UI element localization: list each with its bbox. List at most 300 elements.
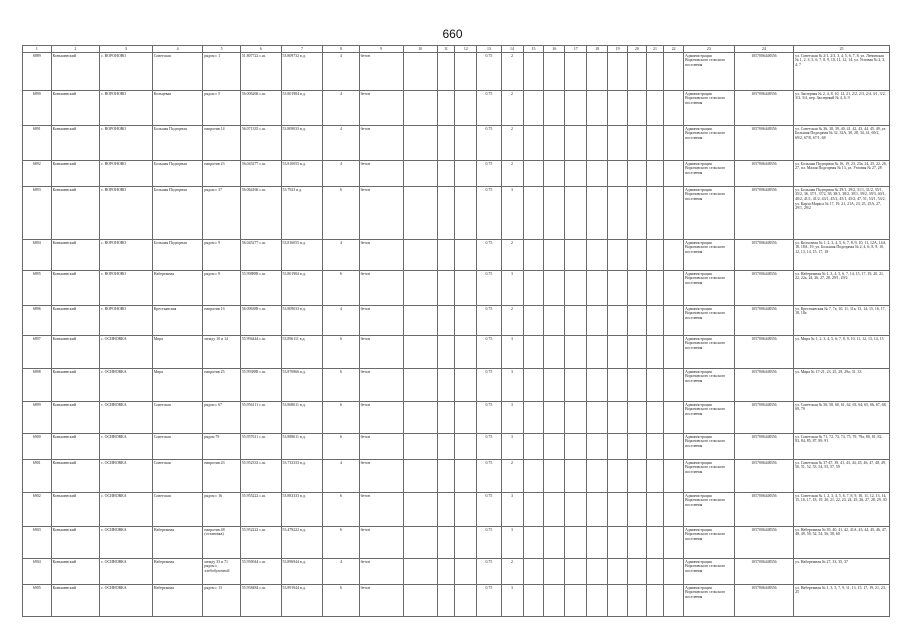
empty-cell — [523, 161, 544, 187]
ogrn: 1057006448356 — [734, 187, 793, 240]
empty-cell — [664, 306, 684, 336]
empty-cell — [455, 493, 477, 527]
empty-cell — [565, 240, 587, 271]
empty-cell — [587, 306, 608, 336]
empty-cell — [664, 434, 684, 460]
empty-cell — [627, 161, 646, 187]
column-number: 4 — [152, 46, 203, 53]
district: Конышевский — [51, 369, 99, 402]
empty-cell — [544, 126, 565, 161]
empty-cell — [664, 493, 684, 527]
served-addresses: ул. Заозерная № 2, 4, 8, 10, 12, 21, 2/2, 2/3, 2/4, 3/1, 3/2, 3/3, 3/4, пер. Заозерный № 4, 6, 9 — [794, 91, 890, 126]
area: 0.75 — [477, 585, 501, 617]
village: с. ОСИНОВКА — [100, 493, 153, 527]
empty-cell — [608, 271, 628, 306]
container-count: 4 — [323, 559, 359, 585]
village: с. ОСИНОВКА — [100, 402, 153, 434]
empty-cell — [455, 306, 477, 336]
empty-cell — [627, 527, 646, 559]
village: с. ОСИНОВКА — [100, 369, 153, 402]
area: 0.75 — [477, 460, 501, 493]
row-id: 6891 — [23, 126, 52, 161]
ogrn: 1057006448356 — [734, 240, 793, 271]
empty-cell — [587, 126, 608, 161]
row-id: 6904 — [23, 559, 52, 585]
empty-cell — [437, 369, 455, 402]
district: Конышевский — [51, 460, 99, 493]
empty-cell — [627, 559, 646, 585]
surface: бетон — [359, 460, 403, 493]
area: 0.75 — [477, 240, 501, 271]
empty-cell — [437, 126, 455, 161]
empty-cell — [565, 527, 587, 559]
empty-cell — [627, 91, 646, 126]
empty-cell — [437, 585, 455, 617]
empty-cell — [587, 240, 608, 271]
empty-cell — [523, 271, 544, 306]
surface: бетон — [359, 527, 403, 559]
empty-cell — [544, 559, 565, 585]
longitude: 53.891944 в.д. — [281, 585, 323, 617]
ogrn: 1057006448356 — [734, 460, 793, 493]
empty-cell — [646, 460, 664, 493]
surface: бетон — [359, 559, 403, 585]
area: 0.75 — [477, 187, 501, 240]
empty-cell — [565, 402, 587, 434]
empty-cell — [664, 187, 684, 240]
street: Большая Подгорная — [152, 126, 203, 161]
container-count: 4 — [323, 306, 359, 336]
row-id: 6900 — [23, 434, 52, 460]
table-row — [23, 336, 890, 369]
served-addresses: ул. Набережная № 1, 3, 4, 5, 6, 7, 14, 15, 17, 19, 20, 21, 22, 22а, 24, 26, 27, 28, 29/1, 29/2 — [794, 271, 890, 306]
column-number: 3 — [100, 46, 153, 53]
empty-cell — [627, 369, 646, 402]
area: 0.75 — [477, 527, 501, 559]
latitude: 55.993888 с.ш. — [240, 369, 281, 402]
empty-cell — [587, 53, 608, 91]
empty-cell — [627, 336, 646, 369]
longitude: 53.801984 в.д. — [281, 271, 323, 306]
row-id: 6892 — [23, 161, 52, 187]
empty-cell — [664, 53, 684, 91]
empty-cell — [403, 161, 437, 187]
column-number: 23 — [684, 46, 735, 53]
street: Советская — [152, 402, 203, 434]
column-number: 9 — [359, 46, 403, 53]
empty-cell — [664, 271, 684, 306]
street: Набережная — [152, 559, 203, 585]
owner: Администрация Вороновского сельского поселения — [684, 585, 735, 617]
district: Конышевский — [51, 434, 99, 460]
empty-cell — [627, 460, 646, 493]
served-addresses: ул. Мира № 17-21, 23, 25, 29, 29а, 31, 33 — [794, 369, 890, 402]
surface: бетон — [359, 91, 403, 126]
empty-cell — [565, 53, 587, 91]
area: 0.75 — [477, 493, 501, 527]
area: 0.75 — [477, 306, 501, 336]
container-count: 4 — [323, 91, 359, 126]
area: 0.75 — [477, 91, 501, 126]
empty-cell — [587, 402, 608, 434]
empty-cell — [437, 161, 455, 187]
empty-cell — [587, 187, 608, 240]
row-id: 6894 — [23, 240, 52, 271]
count: 3 — [501, 402, 523, 434]
empty-cell — [627, 187, 646, 240]
village: с. ВОРОНОВО — [100, 240, 153, 271]
district: Конышевский — [51, 306, 99, 336]
empty-cell — [587, 271, 608, 306]
empty-cell — [646, 187, 664, 240]
container-count: 4 — [323, 240, 359, 271]
street: Советская — [152, 53, 203, 91]
empty-cell — [544, 336, 565, 369]
empty-cell — [565, 187, 587, 240]
area: 0.75 — [477, 271, 501, 306]
empty-cell — [544, 187, 565, 240]
longitude: 53.7923 в.д. — [281, 187, 323, 240]
empty-cell — [664, 527, 684, 559]
surface: бетон — [359, 126, 403, 161]
location: между 33 и 71 рядом с хлебобулочной — [203, 559, 240, 585]
area: 0.75 — [477, 434, 501, 460]
empty-cell — [664, 559, 684, 585]
column-number: 10 — [403, 46, 437, 53]
ogrn: 1057006448356 — [734, 336, 793, 369]
empty-cell — [646, 240, 664, 271]
empty-cell — [587, 585, 608, 617]
empty-cell — [544, 402, 565, 434]
row-id: 6897 — [23, 336, 52, 369]
count: 3 — [501, 369, 523, 402]
count: 2 — [501, 559, 523, 585]
empty-cell — [544, 585, 565, 617]
empty-cell — [403, 460, 437, 493]
empty-cell — [403, 493, 437, 527]
village: с. ОСИНОВКА — [100, 336, 153, 369]
empty-cell — [523, 126, 544, 161]
empty-cell — [403, 434, 437, 460]
surface: бетон — [359, 369, 403, 402]
latitude: 55.958484 с.ш. — [240, 585, 281, 617]
surface: бетон — [359, 240, 403, 271]
empty-cell — [523, 585, 544, 617]
district: Конышевский — [51, 559, 99, 585]
empty-cell — [403, 91, 437, 126]
table-row — [23, 271, 890, 306]
location: рядом с 37 — [203, 187, 240, 240]
row-id: 6896 — [23, 306, 52, 336]
empty-cell — [403, 527, 437, 559]
empty-cell — [664, 369, 684, 402]
street: Мира — [152, 369, 203, 402]
empty-cell — [455, 53, 477, 91]
table-row — [23, 240, 890, 271]
empty-cell — [565, 336, 587, 369]
latitude: 56.096388 с.ш. — [240, 306, 281, 336]
table-row — [23, 187, 890, 240]
empty-cell — [403, 187, 437, 240]
served-addresses: ул. Большая Подгорная № 29/1, 29/2, 31/1, 31/2, 35/1, 35/2, 36, 37/1, 37/2, 38, 38/1, 38/2, 39/1, 39/2, 39/3, 40/1, 40/2, 41/1, 41/2, 43/1, 45/2, 45/1, 45/2, 47, 51, 53/1, 53/2, ул. Карла Маркса № 17, 19, 21, 21А, 23, 25, 25А, 27, 29/1, 29/2 — [794, 187, 890, 240]
column-number: 11 — [437, 46, 455, 53]
served-addresses: ул. Большая Подгорная № 16, 19, 23, 23а, 24, 25, 22, 26, 27, пл. Малая Подгорная № 13, ул. Угловая № 27, 28 — [794, 161, 890, 187]
empty-cell — [608, 306, 628, 336]
served-addresses: ул. Мира № 1, 2, 3, 4, 5, 6, 7, 8, 9, 10, 11, 12, 13, 14, 15 — [794, 336, 890, 369]
owner: Администрация Вороновского сельского поселения — [684, 336, 735, 369]
empty-cell — [523, 402, 544, 434]
empty-cell — [646, 271, 664, 306]
latitude: 55.998888 с.ш. — [240, 271, 281, 306]
table-row — [23, 161, 890, 187]
empty-cell — [544, 369, 565, 402]
empty-cell — [608, 527, 628, 559]
location: рядом с 67 — [203, 402, 240, 434]
village: с. ВОРОНОВО — [100, 53, 153, 91]
surface: бетон — [359, 53, 403, 91]
container-count: 4 — [323, 126, 359, 161]
empty-cell — [646, 402, 664, 434]
served-addresses: ул. Советская № 37-47, 39, 41, 43, 44, 45, 46, 47, 48, 49, 50, 51, 52, 53, 54, 55, 57, 59 — [794, 460, 890, 493]
empty-cell — [627, 53, 646, 91]
empty-cell — [664, 240, 684, 271]
owner: Администрация Вороновского сельского поселения — [684, 187, 735, 240]
village: с. ОСИНОВКА — [100, 434, 153, 460]
served-addresses: ул. Советская № 71, 72, 73, 74, 75, 79, 79а, 80, 81, 82, 83, 84, 85, 87, 89, 91 — [794, 434, 890, 460]
table-row — [23, 434, 890, 460]
empty-cell — [646, 306, 664, 336]
served-addresses: ул. Советская № 36, 38, 39, 40, 41, 42, 43, 44, 45, 49, ул. Большая Подгорная № 32, 32А, 30, 28, 34, 41, 69/2, 69/2, 67/8, 67/1, 68 — [794, 126, 890, 161]
empty-cell — [455, 434, 477, 460]
column-number: 12 — [455, 46, 477, 53]
village: с. ВОРОНОВО — [100, 187, 153, 240]
latitude: 55.952222 с.ш. — [240, 527, 281, 559]
district: Конышевский — [51, 402, 99, 434]
longitude: 53.896944 в.д. — [281, 559, 323, 585]
area: 0.75 — [477, 402, 501, 434]
latitude: 56.045277 с.ш. — [240, 240, 281, 271]
count: 2 — [501, 91, 523, 126]
empty-cell — [608, 336, 628, 369]
empty-cell — [544, 161, 565, 187]
empty-cell — [664, 585, 684, 617]
surface: бетон — [359, 336, 403, 369]
empty-cell — [403, 369, 437, 402]
count: 3 — [501, 527, 523, 559]
longitude: 53.868611 в.д. — [281, 402, 323, 434]
empty-cell — [523, 559, 544, 585]
district: Конышевский — [51, 53, 99, 91]
ogrn: 1057006448356 — [734, 161, 793, 187]
empty-cell — [455, 126, 477, 161]
empty-cell — [455, 460, 477, 493]
empty-cell — [627, 585, 646, 617]
latitude: 55.956111 с.ш. — [240, 402, 281, 434]
empty-cell — [565, 271, 587, 306]
row-id: 6890 — [23, 91, 52, 126]
longitude: 53.809732 в.д. — [281, 53, 323, 91]
count: 3 — [501, 336, 523, 369]
empty-cell — [646, 126, 664, 161]
empty-cell — [608, 369, 628, 402]
container-count: 6 — [323, 369, 359, 402]
district: Конышевский — [51, 527, 99, 559]
ogrn: 1057006448356 — [734, 434, 793, 460]
container-count: 6 — [323, 493, 359, 527]
empty-cell — [437, 527, 455, 559]
ogrn: 1057006448356 — [734, 91, 793, 126]
district: Конышевский — [51, 161, 99, 187]
row-id: 6901 — [23, 460, 52, 493]
empty-cell — [608, 460, 628, 493]
empty-cell — [544, 434, 565, 460]
village: с. ВОРОНОВО — [100, 306, 153, 336]
ogrn: 1057006448356 — [734, 585, 793, 617]
street: Большая Подгорная — [152, 187, 203, 240]
empty-cell — [437, 402, 455, 434]
count: 2 — [501, 53, 523, 91]
column-number: 17 — [565, 46, 587, 53]
longitude: 53.816055 в.д. — [281, 240, 323, 271]
empty-cell — [523, 369, 544, 402]
empty-cell — [646, 91, 664, 126]
district: Конышевский — [51, 336, 99, 369]
village: с. ВОРОНОВО — [100, 126, 153, 161]
row-id: 6899 — [23, 402, 52, 434]
empty-cell — [403, 402, 437, 434]
empty-cell — [587, 460, 608, 493]
owner: Администрация Вороновского сельского поселения — [684, 369, 735, 402]
row-id: 6898 — [23, 369, 52, 402]
table-row — [23, 585, 890, 617]
served-addresses: ул. Колхозная № 1, 2, 3, 4, 5, 6, 7, 8, 9, 10, 11, 12А, 14А, 18, 18А, 19, ул. Большая Подгорная № 2, 4, 6, 8, 9, 10, 12, 13, 14, 15, 17, 18 — [794, 240, 890, 271]
row-id: 6902 — [23, 493, 52, 527]
longitude: 53.733333 в.д. — [281, 460, 323, 493]
owner: Администрация Вороновского сельского поселения — [684, 161, 735, 187]
column-number: 25 — [794, 46, 890, 53]
empty-cell — [565, 126, 587, 161]
latitude: 56.045277 с.ш. — [240, 161, 281, 187]
empty-cell — [608, 126, 628, 161]
table-row — [23, 369, 890, 402]
location: рядом с 16 — [203, 493, 240, 527]
count: 2 — [501, 126, 523, 161]
empty-cell — [587, 559, 608, 585]
empty-cell — [437, 336, 455, 369]
area: 0.75 — [477, 369, 501, 402]
latitude: 56.006268 с.ш. — [240, 91, 281, 126]
empty-cell — [646, 527, 664, 559]
empty-cell — [437, 53, 455, 91]
empty-cell — [664, 91, 684, 126]
longitude: 53.809033 в.д. — [281, 126, 323, 161]
empty-cell — [608, 559, 628, 585]
row-id: 6895 — [23, 271, 52, 306]
street: Крестьянская — [152, 306, 203, 336]
count: 3 — [501, 493, 523, 527]
column-number: 22 — [664, 46, 684, 53]
served-addresses: ул. Набережная № 27, 33, 35, 37 — [794, 559, 890, 585]
empty-cell — [403, 336, 437, 369]
empty-cell — [627, 434, 646, 460]
table-row — [23, 306, 890, 336]
empty-cell — [455, 187, 477, 240]
container-count: 6 — [323, 271, 359, 306]
container-count: 6 — [323, 187, 359, 240]
ogrn: 1057006448356 — [734, 402, 793, 434]
column-number: 7 — [281, 46, 323, 53]
street: Советская — [152, 493, 203, 527]
surface: бетон — [359, 161, 403, 187]
ogrn: 1057006448356 — [734, 271, 793, 306]
owner: Администрация Вороновского сельского поселения — [684, 53, 735, 91]
column-number: 8 — [323, 46, 359, 53]
empty-cell — [627, 126, 646, 161]
location: напротив 23 — [203, 161, 240, 187]
table-row — [23, 493, 890, 527]
district: Конышевский — [51, 187, 99, 240]
empty-cell — [587, 369, 608, 402]
longitude: 53.883333 в.д. — [281, 493, 323, 527]
area: 0.75 — [477, 126, 501, 161]
owner: Администрация Вороновского сельского поселения — [684, 126, 735, 161]
empty-cell — [627, 240, 646, 271]
count: 3 — [501, 187, 523, 240]
column-number: 18 — [587, 46, 608, 53]
container-count: 6 — [323, 402, 359, 434]
street: Набережная — [152, 527, 203, 559]
owner: Администрация Вороновского сельского поселения — [684, 402, 735, 434]
district: Конышевский — [51, 240, 99, 271]
column-number: 15 — [523, 46, 544, 53]
area: 0.75 — [477, 161, 501, 187]
ogrn: 1057006448356 — [734, 369, 793, 402]
container-count: 4 — [323, 53, 359, 91]
village: с. ОСИНОВКА — [100, 460, 153, 493]
empty-cell — [608, 434, 628, 460]
empty-cell — [455, 271, 477, 306]
latitude: 55.955222 с.ш. — [240, 493, 281, 527]
location: напротив 1б — [203, 306, 240, 336]
row-id: 6893 — [23, 187, 52, 240]
empty-cell — [544, 53, 565, 91]
row-id: 6905 — [23, 585, 52, 617]
empty-cell — [437, 271, 455, 306]
empty-cell — [523, 240, 544, 271]
empty-cell — [664, 161, 684, 187]
empty-cell — [587, 527, 608, 559]
ogrn: 1057006448356 — [734, 53, 793, 91]
empty-cell — [455, 527, 477, 559]
village: с. ВОРОНОВО — [100, 271, 153, 306]
empty-cell — [403, 53, 437, 91]
owner: Администрация Вороновского сельского поселения — [684, 271, 735, 306]
location: напротив 43 — [203, 460, 240, 493]
empty-cell — [403, 306, 437, 336]
count: 2 — [501, 460, 523, 493]
street: Советская — [152, 460, 203, 493]
empty-cell — [627, 306, 646, 336]
district: Конышевский — [51, 271, 99, 306]
empty-cell — [587, 91, 608, 126]
empty-cell — [565, 493, 587, 527]
empty-cell — [646, 493, 664, 527]
street: Большая Подгорная — [152, 240, 203, 271]
empty-cell — [544, 460, 565, 493]
surface: бетон — [359, 271, 403, 306]
row-id: 6889 — [23, 53, 52, 91]
empty-cell — [437, 434, 455, 460]
